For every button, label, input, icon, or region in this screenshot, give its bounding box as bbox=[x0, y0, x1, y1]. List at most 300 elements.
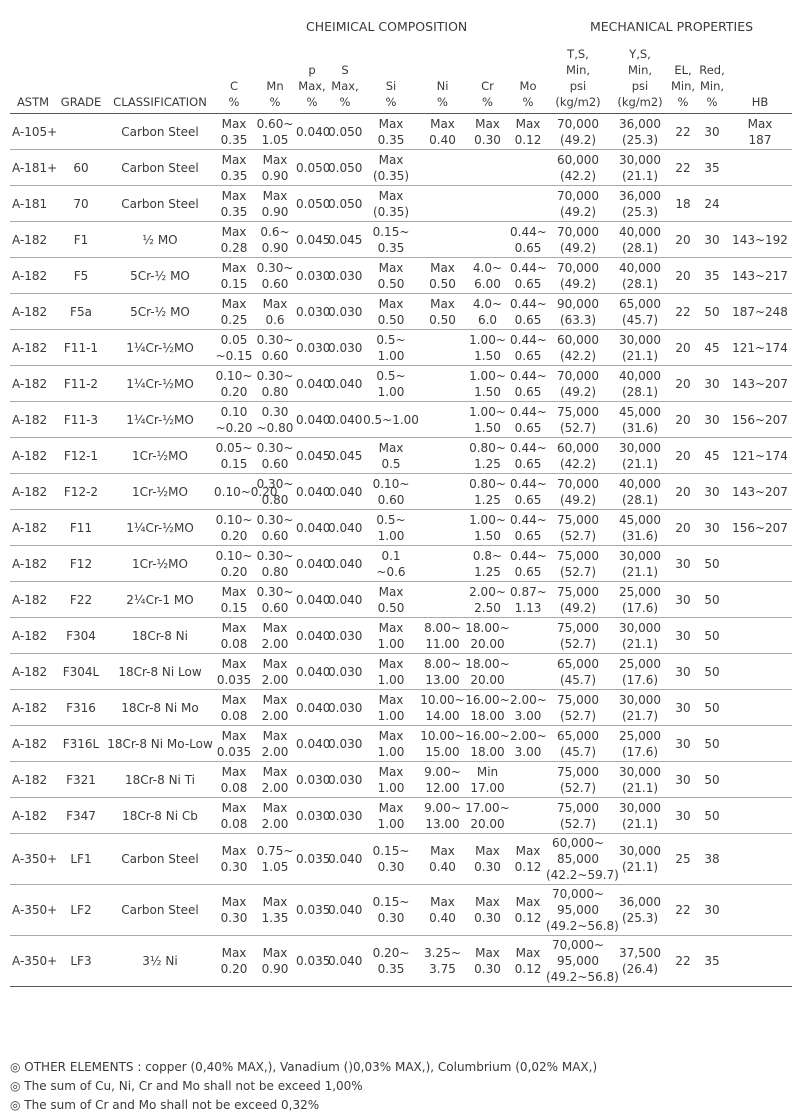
header-s bbox=[328, 0, 362, 114]
cell-reduction: 50 bbox=[704, 736, 720, 751]
cell-reduction: 50 bbox=[704, 772, 720, 787]
header-line: Min, bbox=[699, 79, 725, 93]
cell-line: Max bbox=[262, 692, 288, 707]
cell-astm: A-182 bbox=[12, 484, 48, 499]
cell-mn bbox=[254, 936, 296, 987]
cell-line: Max bbox=[262, 656, 288, 671]
cell-line: 0.60 bbox=[261, 600, 289, 615]
cell-line: 95,000 bbox=[557, 903, 599, 917]
cell-c bbox=[214, 186, 254, 222]
cell-line: 0.90 bbox=[261, 204, 289, 219]
cell-line: 75,000 bbox=[557, 764, 599, 779]
cell-mn bbox=[254, 690, 296, 726]
cell-astm: A-181 bbox=[12, 196, 48, 211]
cell-line: Max bbox=[262, 946, 288, 960]
cell-grade: F11-2 bbox=[63, 376, 99, 391]
cell-line: Max bbox=[221, 620, 247, 635]
cell-tensile-strength bbox=[546, 510, 610, 546]
cell-line: (42.2~59.7) bbox=[546, 868, 619, 882]
cell-astm: A-182 bbox=[12, 304, 48, 319]
cell-line: (21.1) bbox=[621, 456, 659, 471]
cell-mo bbox=[510, 474, 546, 510]
cell-reduction: 30 bbox=[704, 232, 720, 247]
cell-line: 0.30~ bbox=[256, 440, 294, 455]
cell-c bbox=[214, 330, 254, 366]
cell-elongation: 20 bbox=[675, 412, 691, 427]
cell-ni bbox=[420, 618, 465, 654]
cell-line: 13.00 bbox=[425, 672, 460, 687]
cell-tensile-strength bbox=[546, 114, 610, 150]
cell-line: 0.08 bbox=[220, 636, 248, 651]
cell-line: (49.2) bbox=[559, 240, 597, 255]
cell-p: 0.030 bbox=[296, 340, 331, 355]
cell-si bbox=[362, 222, 420, 258]
cell-line: 95,000 bbox=[557, 954, 599, 968]
cell-line: 0.20~ bbox=[372, 946, 410, 960]
cell-line: (21.1) bbox=[621, 564, 659, 579]
cell-c bbox=[214, 366, 254, 402]
cell-ni bbox=[420, 546, 465, 582]
cell-line: 0.44~ bbox=[510, 440, 547, 455]
cell-tensile-strength bbox=[546, 402, 610, 438]
cell-line: 0.60 bbox=[377, 492, 405, 507]
cell-grade: F12-2 bbox=[63, 484, 99, 499]
cell-hb bbox=[728, 885, 792, 936]
cell-classification: 3½ Ni bbox=[142, 954, 178, 968]
header-line: psi bbox=[631, 79, 649, 93]
header-line: % bbox=[339, 95, 351, 109]
cell-line: 1.05 bbox=[261, 132, 289, 147]
cell-line: 1.00 bbox=[377, 744, 405, 759]
cell-line: 0.35 bbox=[377, 240, 405, 255]
cell-line: 8.00~ bbox=[424, 620, 461, 635]
header-line: Ni bbox=[436, 79, 449, 93]
cell-hb bbox=[728, 936, 792, 987]
cell-si bbox=[362, 690, 420, 726]
cell-ni bbox=[420, 114, 465, 150]
cell-line: Max bbox=[221, 260, 247, 275]
cell-p: 0.040 bbox=[296, 628, 331, 643]
cell-line: 1.25 bbox=[474, 564, 501, 579]
cell-c bbox=[214, 294, 254, 330]
cell-line: (49.2) bbox=[559, 384, 597, 399]
cell-line: 0.12 bbox=[514, 962, 542, 976]
cell-classification: 5Cr-½ MO bbox=[130, 304, 190, 319]
cell-line: 0.10~ bbox=[215, 548, 253, 563]
header-c bbox=[214, 0, 254, 114]
cell-line: 90,000 bbox=[557, 296, 599, 311]
header-line: % bbox=[706, 95, 718, 109]
cell-ni bbox=[420, 474, 465, 510]
cell-line: Max bbox=[515, 946, 541, 960]
cell-astm: A-182 bbox=[12, 268, 48, 283]
cell-reduction: 50 bbox=[704, 556, 720, 571]
cell-mo bbox=[510, 222, 546, 258]
cell-line: 0.30 bbox=[220, 860, 248, 874]
cell-si bbox=[362, 654, 420, 690]
header-line: ASTM bbox=[16, 95, 50, 109]
cell-reduction: 30 bbox=[704, 520, 720, 535]
cell-mo bbox=[510, 582, 546, 618]
cell-line: 60,000~ bbox=[551, 836, 605, 850]
cell-line: 45,000 bbox=[619, 512, 661, 527]
cell-grade: F11-3 bbox=[63, 412, 99, 427]
cell-line: 45,000 bbox=[619, 404, 661, 419]
cell-line: 0.80 bbox=[261, 492, 289, 507]
cell-line: (49.2) bbox=[559, 132, 597, 147]
cell-line: 6.00 bbox=[474, 276, 501, 291]
cell-ni bbox=[420, 186, 465, 222]
cell-line: 0.5~ bbox=[376, 512, 406, 527]
cell-line: 0.28 bbox=[220, 240, 248, 255]
cell-si bbox=[362, 762, 420, 798]
cell-line: 0.50 bbox=[377, 312, 405, 327]
cell-line: 0.08 bbox=[220, 816, 248, 831]
cell-line: 0.30~ bbox=[256, 584, 294, 599]
cell-line: 0.65 bbox=[514, 528, 542, 543]
cell-line: 0.15 bbox=[220, 276, 248, 291]
cell-c bbox=[214, 726, 254, 762]
cell-line: (49.2) bbox=[559, 492, 597, 507]
cell-mo bbox=[510, 294, 546, 330]
cell-line: Max bbox=[378, 152, 404, 167]
cell-line: 20.00 bbox=[470, 672, 505, 687]
cell-grade: F316L bbox=[62, 736, 100, 751]
cell-reduction: 35 bbox=[704, 160, 720, 175]
cell-cr bbox=[465, 510, 510, 546]
cell-line: 0.30~ bbox=[256, 548, 294, 563]
cell-hb: 187~248 bbox=[732, 304, 788, 319]
cell-c bbox=[214, 582, 254, 618]
cell-line: 1.00 bbox=[377, 348, 405, 363]
cell-line: (49.2~56.8) bbox=[546, 970, 619, 984]
cell-si bbox=[362, 438, 420, 474]
cell-line: 10.00~ bbox=[420, 692, 465, 707]
cell-line: Max bbox=[747, 116, 773, 131]
cell-si bbox=[362, 150, 420, 186]
cell-line: 1.00~ bbox=[469, 512, 506, 527]
cell-grade: F5a bbox=[70, 304, 92, 319]
cell-mo bbox=[510, 150, 546, 186]
cell-classification: 18Cr-8 Ni Ti bbox=[124, 772, 195, 787]
cell-hb: 121~174 bbox=[732, 340, 788, 355]
cell-line: 18.00~ bbox=[465, 656, 510, 671]
cell-line: (28.1) bbox=[621, 276, 659, 291]
cell-grade: F22 bbox=[69, 592, 93, 607]
cell-line: 0.6 bbox=[265, 312, 285, 327]
cell-line: Max bbox=[515, 895, 541, 909]
cell-line: 0.50 bbox=[429, 276, 456, 291]
cell-line: Max bbox=[262, 296, 288, 311]
cell-elongation: 30 bbox=[675, 592, 691, 607]
cell-line: 0.20 bbox=[220, 384, 248, 399]
cell-line: Max bbox=[262, 728, 288, 743]
cell-elongation: 22 bbox=[675, 903, 691, 917]
cell-line: 0.15~ bbox=[372, 895, 410, 909]
cell-line: 0.65 bbox=[514, 420, 542, 435]
cell-p: 0.030 bbox=[296, 772, 331, 787]
table-row bbox=[10, 114, 792, 150]
cell-line: Max bbox=[475, 116, 500, 131]
cell-s: 0.030 bbox=[328, 268, 363, 283]
cell-line: 0.15 bbox=[220, 600, 248, 615]
header-grade bbox=[56, 0, 106, 114]
cell-line: (52.7) bbox=[559, 528, 597, 543]
cell-grade: F347 bbox=[66, 808, 96, 823]
cell-line: 1.00 bbox=[377, 780, 405, 795]
cell-astm: A-350+ bbox=[12, 903, 58, 917]
cell-p: 0.045 bbox=[296, 232, 331, 247]
cell-line: 0.60 bbox=[261, 528, 289, 543]
cell-line: 0.44~ bbox=[510, 548, 547, 563]
table-row bbox=[10, 582, 792, 618]
cell-line: 0.50 bbox=[377, 276, 405, 291]
cell-classification: 1Cr-½MO bbox=[132, 556, 188, 571]
cell-grade: F11 bbox=[69, 520, 93, 535]
cell-elongation: 20 bbox=[675, 376, 691, 391]
cell-line: 0.40 bbox=[429, 860, 456, 874]
cell-tensile-strength bbox=[546, 438, 610, 474]
cell-line: 17.00~ bbox=[465, 800, 510, 815]
cell-yield-strength bbox=[610, 885, 670, 936]
cell-mo bbox=[510, 726, 546, 762]
cell-line: 1.00~ bbox=[469, 368, 506, 383]
table-row bbox=[10, 474, 792, 510]
cell-yield-strength bbox=[610, 654, 670, 690]
cell-si bbox=[362, 114, 420, 150]
cell-line: 1.35 bbox=[261, 911, 289, 925]
cell-mo bbox=[510, 402, 546, 438]
cell-astm: A-182 bbox=[12, 592, 48, 607]
header-mo bbox=[510, 0, 546, 114]
cell-ni bbox=[420, 222, 465, 258]
cell-mo bbox=[510, 186, 546, 222]
cell-yield-strength bbox=[610, 330, 670, 366]
cell-cr bbox=[465, 402, 510, 438]
cell-line: Max bbox=[221, 764, 247, 779]
header-si bbox=[362, 0, 420, 114]
cell-s: 0.030 bbox=[328, 772, 363, 787]
cell-mo bbox=[510, 618, 546, 654]
cell-line: (52.7) bbox=[559, 420, 597, 435]
cell-si bbox=[362, 726, 420, 762]
cell-yield-strength bbox=[610, 402, 670, 438]
cell-mo bbox=[510, 936, 546, 987]
cell-line: 0.40 bbox=[429, 911, 456, 925]
cell-line: 2.00 bbox=[261, 744, 289, 759]
cell-s: 0.050 bbox=[328, 160, 363, 175]
cell-line: 60,000 bbox=[557, 332, 599, 347]
cell-line: (0.35) bbox=[372, 168, 410, 183]
cell-line: Max bbox=[262, 152, 288, 167]
cell-line: Max bbox=[430, 260, 455, 275]
cell-yield-strength bbox=[610, 546, 670, 582]
header-tensile-strength bbox=[546, 0, 610, 114]
cell-p: 0.035 bbox=[296, 954, 331, 968]
cell-line: 3.25~ bbox=[424, 946, 461, 960]
cell-line: (26.4) bbox=[621, 962, 659, 976]
cell-line: 0.30 bbox=[377, 860, 405, 874]
cell-c bbox=[214, 936, 254, 987]
cell-line: Max bbox=[221, 152, 247, 167]
cell-yield-strength bbox=[610, 258, 670, 294]
cell-line: (17.6) bbox=[621, 600, 659, 615]
cell-line: (25.3) bbox=[621, 204, 659, 219]
cell-ni bbox=[420, 258, 465, 294]
cell-cr bbox=[465, 258, 510, 294]
cell-line: 0.35 bbox=[220, 168, 248, 183]
cell-line: 0.44~ bbox=[510, 296, 547, 311]
cell-line: 0.35 bbox=[220, 204, 248, 219]
cell-line: 75,000 bbox=[557, 512, 599, 527]
cell-classification: Carbon Steel bbox=[121, 196, 199, 211]
cell-cr bbox=[465, 834, 510, 885]
cell-reduction: 38 bbox=[704, 852, 720, 866]
cell-line: 0.44~ bbox=[510, 512, 547, 527]
cell-line: 0.60~ bbox=[256, 116, 294, 131]
cell-line: 2.00~ bbox=[469, 584, 506, 599]
header-ni bbox=[420, 0, 465, 114]
cell-line: 10.00~ bbox=[420, 728, 465, 743]
cell-hb bbox=[728, 834, 792, 885]
cell-line: 17.00 bbox=[470, 780, 505, 795]
cell-mo bbox=[510, 798, 546, 834]
cell-line: (21.1) bbox=[621, 168, 659, 183]
cell-line: 75,000 bbox=[557, 800, 599, 815]
header-elongation bbox=[670, 0, 696, 114]
cell-classification: 5Cr-½ MO bbox=[130, 268, 190, 283]
cell-grade: F316 bbox=[66, 700, 96, 715]
cell-line: 36,000 bbox=[619, 895, 661, 909]
cell-line: (31.6) bbox=[621, 420, 659, 435]
header-hb bbox=[728, 0, 792, 114]
cell-line: Max bbox=[378, 296, 404, 311]
cell-line: 70,000 bbox=[557, 188, 599, 203]
cell-tensile-strength bbox=[546, 150, 610, 186]
cell-line: 0.90 bbox=[261, 240, 289, 255]
cell-grade: 70 bbox=[73, 196, 89, 211]
cell-line: 70,000 bbox=[557, 476, 599, 491]
cell-line: 0.15~ bbox=[372, 224, 410, 239]
cell-mo bbox=[510, 114, 546, 150]
cell-mo bbox=[510, 438, 546, 474]
cell-p: 0.030 bbox=[296, 268, 331, 283]
cell-classification: 18Cr-8 Ni Low bbox=[118, 664, 202, 679]
cell-reduction: 50 bbox=[704, 808, 720, 823]
cell-hb: 143~207 bbox=[732, 484, 788, 499]
cell-mn bbox=[254, 885, 296, 936]
cell-line: 0.65 bbox=[514, 492, 542, 507]
cell-astm: A-182 bbox=[12, 736, 48, 751]
cell-c bbox=[214, 762, 254, 798]
cell-mn bbox=[254, 222, 296, 258]
cell-hb: 143~207 bbox=[732, 376, 788, 391]
cell-ni bbox=[420, 510, 465, 546]
cell-line: 0.8~ bbox=[472, 548, 503, 563]
cell-line: (21.1) bbox=[621, 348, 659, 363]
cell-line: (25.3) bbox=[621, 911, 659, 925]
cell-line: 0.035 bbox=[216, 744, 252, 759]
header-line: % bbox=[306, 95, 318, 109]
header-line: (kg/m2) bbox=[617, 95, 663, 109]
cell-line: 85,000 bbox=[557, 852, 599, 866]
cell-line: 60,000 bbox=[557, 152, 599, 167]
cell-line: 0.65 bbox=[514, 384, 542, 399]
cell-cr bbox=[465, 294, 510, 330]
cell-line: 0.12 bbox=[514, 132, 542, 147]
table-row bbox=[10, 798, 792, 834]
cell-line: 0.12 bbox=[514, 860, 542, 874]
cell-s: 0.030 bbox=[328, 736, 363, 751]
cell-astm: A-182 bbox=[12, 808, 48, 823]
cell-line: (52.7) bbox=[559, 564, 597, 579]
cell-hb: 156~207 bbox=[732, 412, 788, 427]
cell-hb bbox=[728, 618, 792, 654]
cell-ni bbox=[420, 885, 465, 936]
cell-hb bbox=[728, 582, 792, 618]
cell-line: 70,000~ bbox=[551, 938, 605, 952]
cell-line: 40,000 bbox=[619, 368, 661, 383]
table-row bbox=[10, 186, 792, 222]
cell-yield-strength bbox=[610, 294, 670, 330]
cell-s: 0.040 bbox=[328, 484, 363, 499]
cell-line: (52.7) bbox=[559, 816, 597, 831]
cell-line: 0.80 bbox=[261, 564, 289, 579]
cell-ni bbox=[420, 762, 465, 798]
cell-astm: A-182 bbox=[12, 664, 48, 679]
cell-line: 0.30~ bbox=[256, 476, 294, 491]
cell-astm: A-350+ bbox=[12, 954, 58, 968]
cell-line: 25,000 bbox=[619, 584, 661, 599]
cell-s: 0.050 bbox=[328, 124, 363, 139]
table-row bbox=[10, 885, 792, 936]
cell-line: Max bbox=[515, 116, 541, 131]
header-line: C bbox=[229, 79, 239, 93]
cell-line: Max bbox=[221, 692, 247, 707]
cell-line: Max bbox=[378, 800, 404, 815]
cell-cr bbox=[465, 582, 510, 618]
cell-line: 11.00 bbox=[425, 636, 460, 651]
table-row bbox=[10, 510, 792, 546]
header-mn bbox=[254, 0, 296, 114]
cell-mo bbox=[510, 366, 546, 402]
cell-c bbox=[214, 510, 254, 546]
cell-si bbox=[362, 582, 420, 618]
cell-mn bbox=[254, 366, 296, 402]
header-line: (kg/m2) bbox=[555, 95, 601, 109]
cell-mn bbox=[254, 582, 296, 618]
cell-line: 0.6~ bbox=[260, 224, 290, 239]
cell-line: 0.05 bbox=[220, 332, 248, 347]
cell-si bbox=[362, 186, 420, 222]
cell-line: 75,000 bbox=[557, 404, 599, 419]
cell-line: 13.00 bbox=[425, 816, 460, 831]
cell-si bbox=[362, 474, 420, 510]
cell-grade: LF3 bbox=[70, 954, 92, 968]
header-classification bbox=[106, 0, 214, 114]
cell-line: 65,000 bbox=[557, 656, 599, 671]
header-line: Y,S, bbox=[629, 47, 651, 61]
cell-astm: A-182 bbox=[12, 232, 48, 247]
cell-s: 0.040 bbox=[328, 556, 363, 571]
cell-line: 0.08 bbox=[220, 708, 248, 723]
cell-grade: F12-1 bbox=[63, 448, 99, 463]
cell-grade: F12 bbox=[69, 556, 93, 571]
cell-line: 75,000 bbox=[557, 692, 599, 707]
header-line: Cr bbox=[481, 79, 494, 93]
cell-yield-strength bbox=[610, 618, 670, 654]
cell-line: 30,000 bbox=[619, 800, 661, 815]
